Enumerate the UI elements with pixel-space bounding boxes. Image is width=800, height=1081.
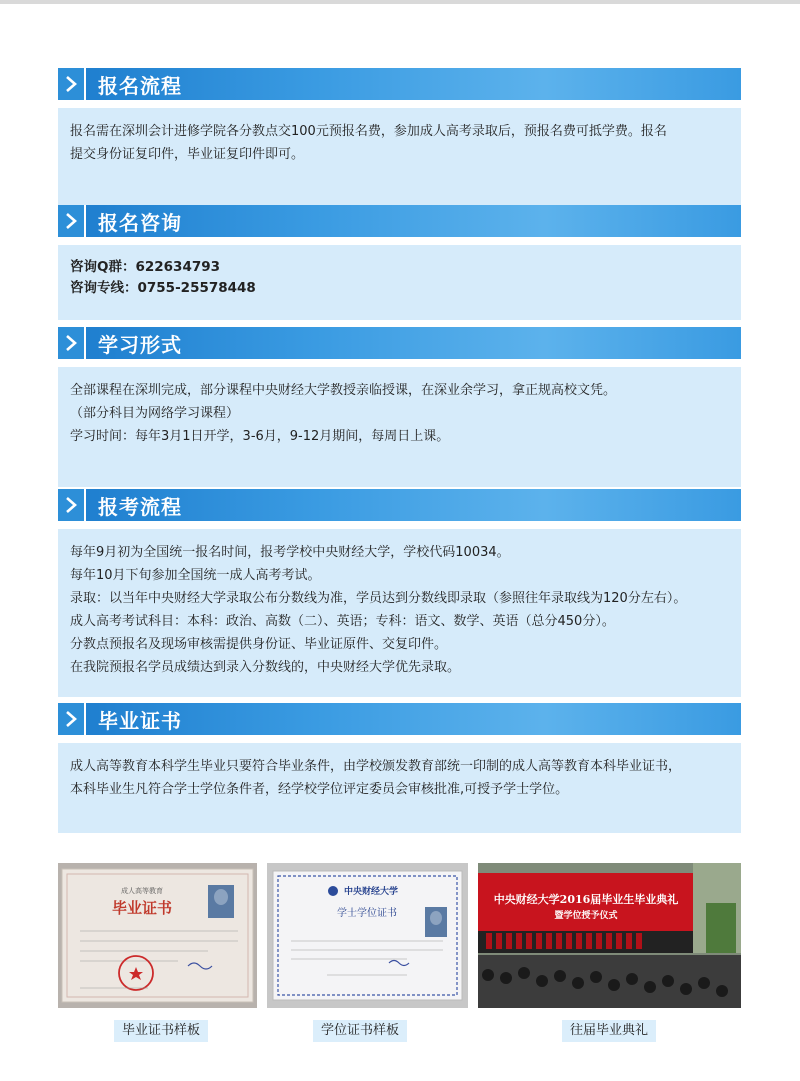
section-header [58, 327, 741, 359]
body-line: 报名需在深圳会计进修学院各分教点交100元预报名费，参加成人高考录取后，预报名费可抵学费。报名 [70, 124, 667, 139]
ceremony-photo [478, 863, 741, 1008]
chevron-right-icon [58, 205, 86, 237]
body-line: 成人高等教育本科学生毕业只要符合毕业条件，由学校颁发教育部统一印制的成人高等教育本科毕业证书， [70, 759, 682, 774]
chevron-right-icon [58, 489, 86, 521]
body-line: 分教点预报名及现场审核需提供身份证、毕业证原件、交复印件。 [70, 637, 448, 652]
body-line: 成人高考考试科目：本科：政治、高数（二）、英语；专科：语文、数学、英语（总分450分）。 [70, 614, 615, 629]
qq-group: 咨询Q群：622634793 [70, 259, 221, 275]
body-line: （部分科目为网络学习课程） [70, 406, 240, 421]
body-line: 录取：以当年中央财经大学录取公布分数线为准，学员达到分数线即录取（参照往年录取线为120分左右）。 [70, 591, 687, 606]
section-consult [58, 205, 741, 320]
body-line: 学习时间：每年3月1日开学，3-6月，9-12月期间，每周日上课。 [70, 429, 450, 444]
top-divider [0, 0, 800, 4]
diploma-header: 成人高等教育 [121, 887, 163, 895]
section-body [58, 245, 741, 320]
body-line: 在我院预报名学员成绩达到录入分数线的，中央财经大学优先录取。 [70, 660, 461, 675]
section-body [58, 108, 741, 205]
section-body [58, 529, 741, 697]
section-header [58, 205, 741, 237]
section-registration [58, 68, 741, 205]
body-line: 全部课程在深圳完成，部分课程中央财经大学教授亲临授课，在深业余学习，拿正规高校文凭。 [70, 383, 617, 398]
section-body [58, 743, 741, 833]
chevron-right-icon [58, 703, 86, 735]
hotline: 咨询专线：0755-25578448 [70, 280, 256, 296]
ceremony-banner-line1: 中央财经大学2016届毕业生毕业典礼 [493, 893, 679, 906]
section-title: 报考流程 [98, 494, 182, 519]
degree-title: 学士学位证书 [337, 908, 397, 919]
diploma-photo [58, 863, 257, 1008]
section-header [58, 68, 741, 100]
body-line: 每年9月初为全国统一报名时间，报考学校中央财经大学，学校代码10034。 [70, 545, 510, 560]
body-line: 提交身份证复印件，毕业证复印件即可。 [70, 147, 305, 162]
section-title: 学习形式 [98, 332, 182, 357]
section-title: 毕业证书 [98, 708, 182, 733]
section-title: 报名咨询 [98, 210, 182, 235]
caption-diploma: 毕业证书样板 [114, 1020, 208, 1042]
caption-ceremony: 往届毕业典礼 [562, 1020, 656, 1042]
degree-school: 中央财经大学 [343, 887, 399, 897]
degree-photo [267, 863, 468, 1008]
section-body [58, 367, 741, 487]
diploma-title: 毕业证书 [111, 899, 173, 917]
section-title: 报名流程 [98, 73, 182, 98]
section-header [58, 489, 741, 521]
section-study [58, 327, 741, 487]
ceremony-banner-line2: 暨学位授予仪式 [554, 911, 618, 921]
caption-degree: 学位证书样板 [313, 1020, 407, 1042]
chevron-right-icon [58, 68, 86, 100]
chevron-right-icon [58, 327, 86, 359]
section-header [58, 703, 741, 735]
body-line: 本科毕业生凡符合学士学位条件者，经学校学位评定委员会审核批准,可授予学士学位。 [70, 782, 569, 797]
body-line: 每年10月下旬参加全国统一成人高考考试。 [70, 568, 321, 583]
section-certificate [58, 703, 741, 833]
section-exam [58, 489, 741, 697]
photo-gallery [58, 863, 741, 1008]
